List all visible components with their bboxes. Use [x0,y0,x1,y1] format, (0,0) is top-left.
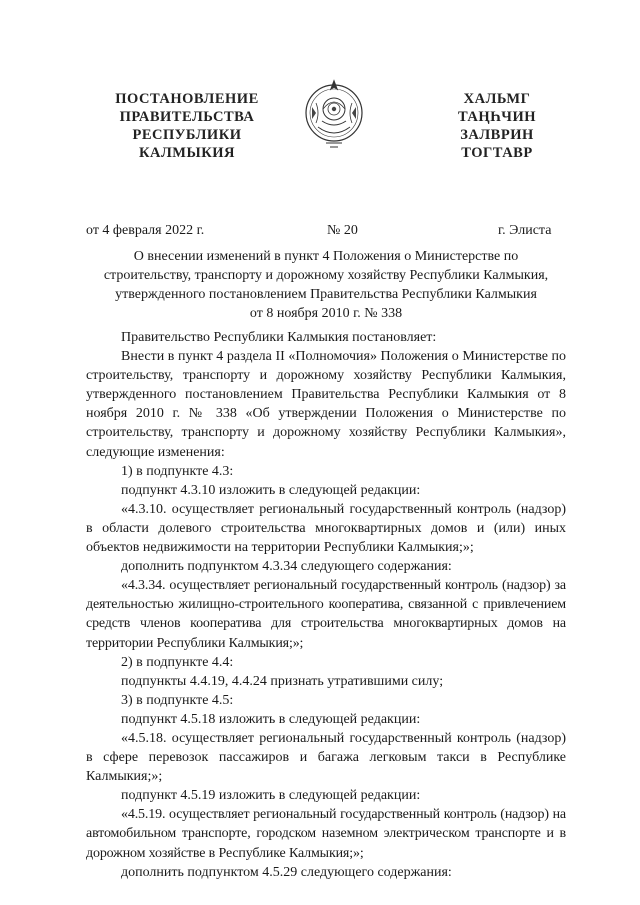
body-paragraph: подпункт 4.3.10 изложить в следующей редакции: [121,482,421,498]
body-paragraph: 1) в подпункте 4.3: [121,463,234,479]
title-line: утвержденного постановлением Правительства Республики Калмыкия [115,287,537,302]
document-body [86,328,566,882]
body-paragraph: 3) в подпункте 4.5: [121,692,234,708]
document-city: г. Элиста [498,223,552,238]
body-paragraph: дополнить подпунктом 4.5.29 следующего содержания: [121,864,452,880]
body-paragraph: Внести в пункт 4 раздела II «Полномочия» Положения о Министерстве по строительству, транспорту и дорожному хозяйству Республики Калмыкия, утвержденного постановлением Правительства Республики Калмыкия от 8 ноября 2010 г. № 338 «Об утверждении Положения о Министерстве по строительству, транспорту и дорожному хозяйству Республики Калмыкия», следующие изменения: [86,349,566,460]
header-left-title [92,90,282,162]
header-right-line: ЗАЛВРИН [460,127,534,143]
header-right-line: ХАЛЬМГ [463,91,531,107]
header-left-line: ПРАВИТЕЛЬСТВА [119,109,255,125]
header-left-line: ПОСТАНОВЛЕНИЕ [115,91,259,107]
header-right-line: ТАҢҺЧИН [457,109,537,125]
body-paragraph: дополнить подпунктом 4.3.34 следующего содержания: [121,559,452,575]
body-paragraph: «4.5.18. осуществляет региональный государственный контроль (надзор) в сфере перевозок пассажиров и багажа легковым такси в Республике Калмыкия;»; [86,730,566,785]
document-title [86,247,566,323]
body-paragraph: «4.3.34. осуществляет региональный государственный контроль (надзор) за деятельностью жилищно-строительного кооператива, связанной с привлечением средств членов кооператива для строительства многоквартирных домов на территории Республики Калмыкия;»; [86,578,566,651]
header-left-line: РЕСПУБЛИКИ [132,127,242,143]
body-paragraph: «4.3.10. осуществляет региональный государственный контроль (надзор) в области долевого строительства многоквартирных домов и (или) иных объектов недвижимости на территории Республики Калмыкия;»; [86,501,566,556]
document-date: от 4 февраля 2022 г. [86,223,205,238]
title-line: от 8 ноября 2010 г. № 338 [249,306,403,321]
header-right-line: ТОГТАВР [461,145,533,161]
coat-of-arms-icon [302,77,366,151]
header-left-line: КАЛМЫКИЯ [139,145,235,161]
body-paragraph: «4.5.19. осуществляет региональный государственный контроль (надзор) на автомобильном транспорте, городском наземном электрическом транспорте и в дорожном хозяйстве в Республике Калмыкия;»; [86,807,566,861]
body-paragraph: подпункт 4.5.18 изложить в следующей редакции: [121,711,421,727]
header-right-title [442,90,552,162]
body-paragraph: подпункты 4.4.19, 4.4.24 признать утратившими силу; [121,673,444,689]
body-paragraph: подпункт 4.5.19 изложить в следующей редакции: [121,788,421,804]
body-paragraph: 2) в подпункте 4.4: [121,654,234,670]
title-line: О внесении изменений в пункт 4 Положения о Министерстве по [133,249,519,264]
document-number: № 20 [327,223,358,238]
body-paragraph: Правительство Республики Калмыкия постановляет: [121,330,437,345]
title-line: строительству, транспорту и дорожному хозяйству Республики Калмыкия, [103,268,549,283]
